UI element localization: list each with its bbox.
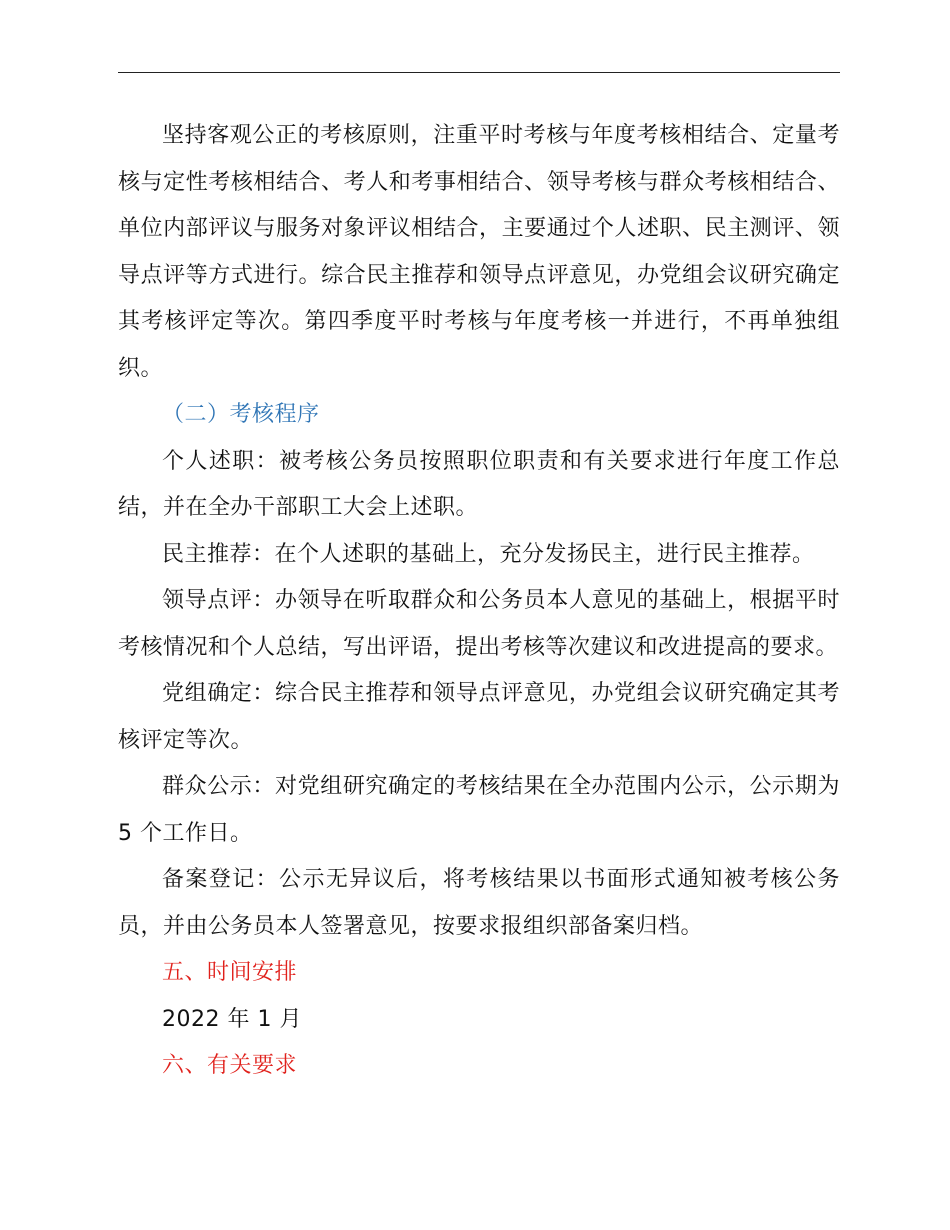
paragraph-party-group-decision: 党组确定：综合民主推荐和领导点评意见，办党组会议研究确定其考核评定等次。 [118,681,840,753]
paragraph-personal-report: 个人述职：被考核公务员按照职位职责和有关要求进行年度工作总结，并在全办干部职工大会上述职。 [118,448,840,520]
section-heading-schedule: 五、时间安排 [162,960,298,985]
document-body [118,113,840,1090]
paragraph-assessment-principle: 坚持客观公正的考核原则，注重平时考核与年度考核相结合、定量考核与定性考核相结合、考人和考事相结合、领导考核与群众考核相结合、单位内部评议与服务对象评议相结合，主要通过个人述职、民主测评、领导点评等方式进行。综合民主推荐和领导点评意见，办党组会议研究确定其考核评定等次。第四季度平时考核与年度考核一并进行，不再单独组织。 [118,123,840,381]
paragraph-record-filing: 备案登记：公示无异议后，将考核结果以书面形式通知被考核公务员，并由公务员本人签署意见，按要求报组织部备案归档。 [118,867,840,939]
paragraph-public-notice: 群众公示：对党组研究确定的考核结果在全办范围内公示，公示期为 5 个工作日。 [118,774,840,846]
section-heading-requirements: 六、有关要求 [162,1053,298,1078]
paragraph-schedule-date: 2022 年 1 月 [162,1006,302,1032]
paragraph-leader-review: 领导点评：办领导在听取群众和公务员本人意见的基础上，根据平时考核情况和个人总结，写出评语，提出考核等次建议和改进提高的要求。 [118,588,840,660]
paragraph-democratic-recommendation: 民主推荐：在个人述职的基础上，充分发扬民主，进行民主推荐。 [162,541,815,567]
subheading-assessment-procedure: （二）考核程序 [162,402,320,427]
header-rule [118,72,840,73]
